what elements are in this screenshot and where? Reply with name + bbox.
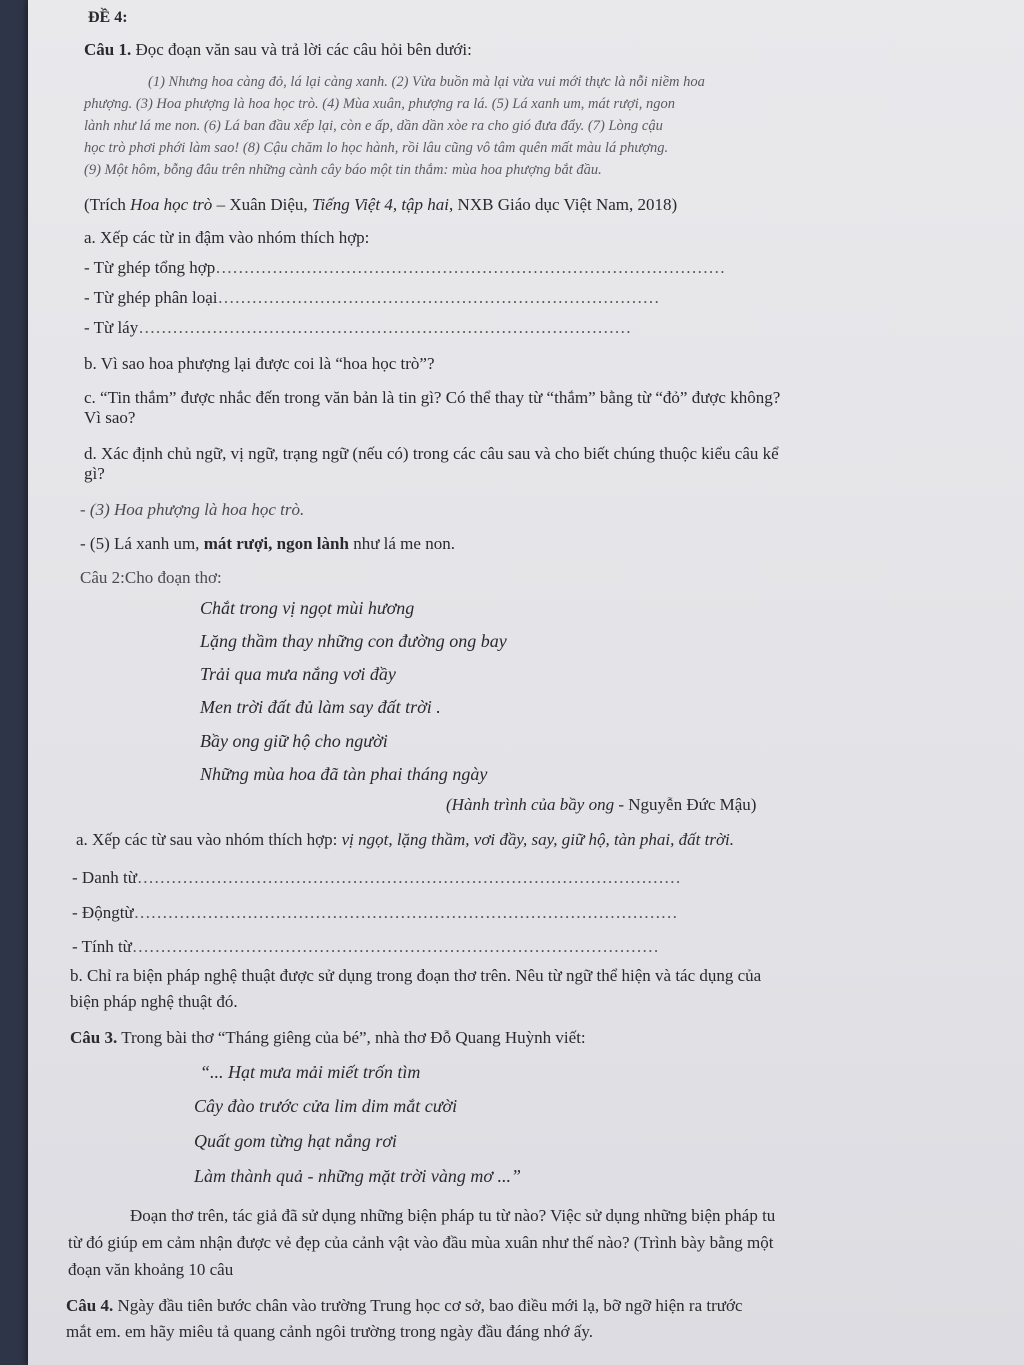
source-author: – Xuân Diệu,: [212, 195, 312, 214]
passage-line-2: phượng. (3) Hoa phượng là hoa học trò. (4) Mùa xuân, phượng ra lá. (5) Lá xanh um, mát rượi, ngon: [84, 96, 675, 112]
q1-label: Câu 1.: [84, 40, 132, 59]
source-book: Tiếng Việt 4, tập hai: [311, 195, 450, 214]
q1-b: b. Vì sao hoa phượng lại được coi là “hoa học trò”?: [84, 354, 435, 373]
q2-poem-line-3: Trải qua mưa nắng vơi đầy: [200, 664, 396, 684]
q1-a: a. Xếp các từ in đậm vào nhóm thích hợp:: [84, 228, 370, 247]
q3-title: [70, 1028, 586, 1048]
passage-line-5: (9) Một hôm, bỗng đâu trên những cành cây báo một tin thắm: mùa hoa phượng bắt đầu.: [84, 162, 602, 178]
q3-body-line-2: từ đó giúp em cảm nhận được vẻ đẹp của cảnh vật vào đầu mùa xuân như thế nào? (Trình bày bằng một: [68, 1233, 774, 1252]
q4-title: [66, 1296, 743, 1316]
answer-blank[interactable]: …………………………………………………………………………………: [131, 937, 659, 956]
source-publisher: , NXB Giáo dục Việt Nam, 2018): [449, 195, 678, 214]
q3-body-line-3: đoạn văn khoảng 10 câu: [68, 1260, 234, 1279]
sentence-5-start: - (5) Lá xanh um,: [80, 534, 204, 553]
q2-label: Câu 2:: [80, 568, 125, 587]
q2-prompt: Cho đoạn thơ:: [124, 568, 222, 587]
q1-source: [84, 195, 677, 215]
q2-poem-line-4: Men trời đất đủ làm say đất trời .: [200, 697, 441, 717]
q4-body-line-2: mắt em. em hãy miêu tả quang cảnh ngôi trường trong ngày đầu đáng nhớ ấy.: [66, 1322, 593, 1341]
q1-a3-label: - Từ láy: [84, 318, 139, 337]
q2-b-line-2: biện pháp nghệ thuật đó.: [70, 992, 238, 1011]
sentence-5: [80, 534, 455, 554]
q2-verb-label: - Độngtừ: [72, 903, 134, 922]
q2-noun-label: - Danh từ: [72, 868, 137, 887]
q2-verb: [72, 903, 678, 923]
q3-poem-line-1: “... Hạt mưa mải miết trốn tìm: [200, 1062, 421, 1082]
source-title: Hoa học trò: [130, 195, 213, 214]
q2-poem-line-1: Chắt trong vị ngọt mùi hương: [200, 598, 415, 618]
q3-body-line-1: Đoạn thơ trên, tác giả đã sử dụng những biện pháp tu từ nào? Việc sử dụng những biện pháp tu: [130, 1206, 776, 1225]
q2-a-words: vị ngọt, lặng thầm, vơi đầy, say, giữ hộ, tàn phai, đất trời.: [341, 830, 735, 849]
q2-adjective: [72, 937, 659, 957]
q3-prompt: Trong bài thơ “Tháng giêng của bé”, nhà thơ Đỗ Quang Huỳnh viết:: [121, 1028, 586, 1047]
answer-blank[interactable]: ……………………………………………………………………: [217, 288, 660, 307]
q1-d-line-2: gì?: [84, 464, 105, 483]
q4-body-line-1: Ngày đầu tiên bước chân vào trường Trung học cơ sở, bao điều mới lạ, bỡ ngỡ hiện ra trước: [117, 1296, 743, 1315]
q2-source-title: (Hành trình của bầy ong: [446, 795, 615, 814]
q2-source: [446, 795, 756, 815]
answer-blank[interactable]: ……………………………………………………………………………: [138, 318, 632, 337]
exam-heading: ĐỀ 4:: [88, 9, 128, 26]
sentence-5-bold: mát rượi, ngon lành: [203, 534, 349, 553]
sentence-3: - (3) Hoa phượng là hoa học trò.: [80, 500, 305, 519]
q1-c-line-1: c. “Tin thắm” được nhắc đến trong văn bản là tin gì? Có thể thay từ “thắm” bằng từ “đỏ” được không?: [84, 388, 781, 407]
q1-a1-label: - Từ ghép tổng hợp: [84, 258, 216, 277]
answer-blank[interactable]: ……………………………………………………………………………………: [136, 868, 681, 887]
q1-c-line-2: Vì sao?: [84, 408, 136, 427]
q2-poem-line-6: Những mùa hoa đã tàn phai tháng ngày: [200, 764, 488, 784]
q1-a2-label: - Từ ghép phân loại: [84, 288, 218, 307]
source-prefix: (Trích: [84, 195, 131, 214]
q1-a1: [84, 258, 725, 278]
q1-d-line-1: d. Xác định chủ ngữ, vị ngữ, trạng ngữ (nếu có) trong các câu sau và cho biết chúng thuộc kiểu câu kể: [84, 444, 779, 463]
q3-poem-line-2: Cây đào trước cửa lim dim mắt cười: [194, 1096, 458, 1116]
answer-blank[interactable]: ………………………………………………………………………………: [215, 258, 726, 277]
q1-prompt: Đọc đoạn văn sau và trả lời các câu hỏi bên dưới:: [135, 40, 472, 59]
exam-paper: [28, 0, 1024, 1365]
q2-title: [80, 568, 222, 588]
passage-line-1: (1) Nhưng hoa càng đỏ, lá lại càng xanh. (2) Vừa buồn mà lại vừa vui mới thực là nỗi niềm hoa: [148, 74, 705, 90]
sentence-5-end: như lá me non.: [348, 534, 455, 553]
passage-line-4: học trò phơi phới làm sao! (8) Cậu chăm lo học hành, rồi lâu cũng vô tâm quên mất màu lá phượng.: [84, 140, 669, 156]
q3-label: Câu 3.: [70, 1028, 118, 1047]
q4-label: Câu 4.: [66, 1296, 114, 1315]
q2-noun: [72, 868, 681, 888]
q1-a3: [84, 318, 631, 338]
q2-a-prompt: a. Xếp các từ sau vào nhóm thích hợp:: [76, 830, 342, 849]
q2-a: [76, 830, 734, 850]
answer-blank[interactable]: ……………………………………………………………………………………: [133, 903, 678, 922]
q2-adjective-label: - Tính từ: [72, 937, 132, 956]
q1-a2: [84, 288, 660, 308]
q2-source-author: - Nguyễn Đức Mậu): [614, 795, 757, 814]
q2-poem-line-5: Bầy ong giữ hộ cho người: [200, 731, 388, 751]
q2-poem-line-2: Lặng thầm thay những con đường ong bay: [200, 631, 507, 651]
q1-title: [84, 40, 472, 60]
q2-b-line-1: b. Chỉ ra biện pháp nghệ thuật được sử dụng trong đoạn thơ trên. Nêu từ ngữ thể hiện và tác dụng của: [70, 966, 762, 985]
passage-line-3: lành như lá me non. (6) Lá ban đầu xếp lại, còn e ấp, dần dần xòe ra cho gió đưa đẩy. (7) Lòng cậu: [84, 118, 663, 134]
q3-poem-line-3: Quất gom từng hạt nắng rơi: [194, 1131, 397, 1151]
q3-poem-line-4: Làm thành quả - những mặt trời vàng mơ ...”: [194, 1166, 522, 1186]
